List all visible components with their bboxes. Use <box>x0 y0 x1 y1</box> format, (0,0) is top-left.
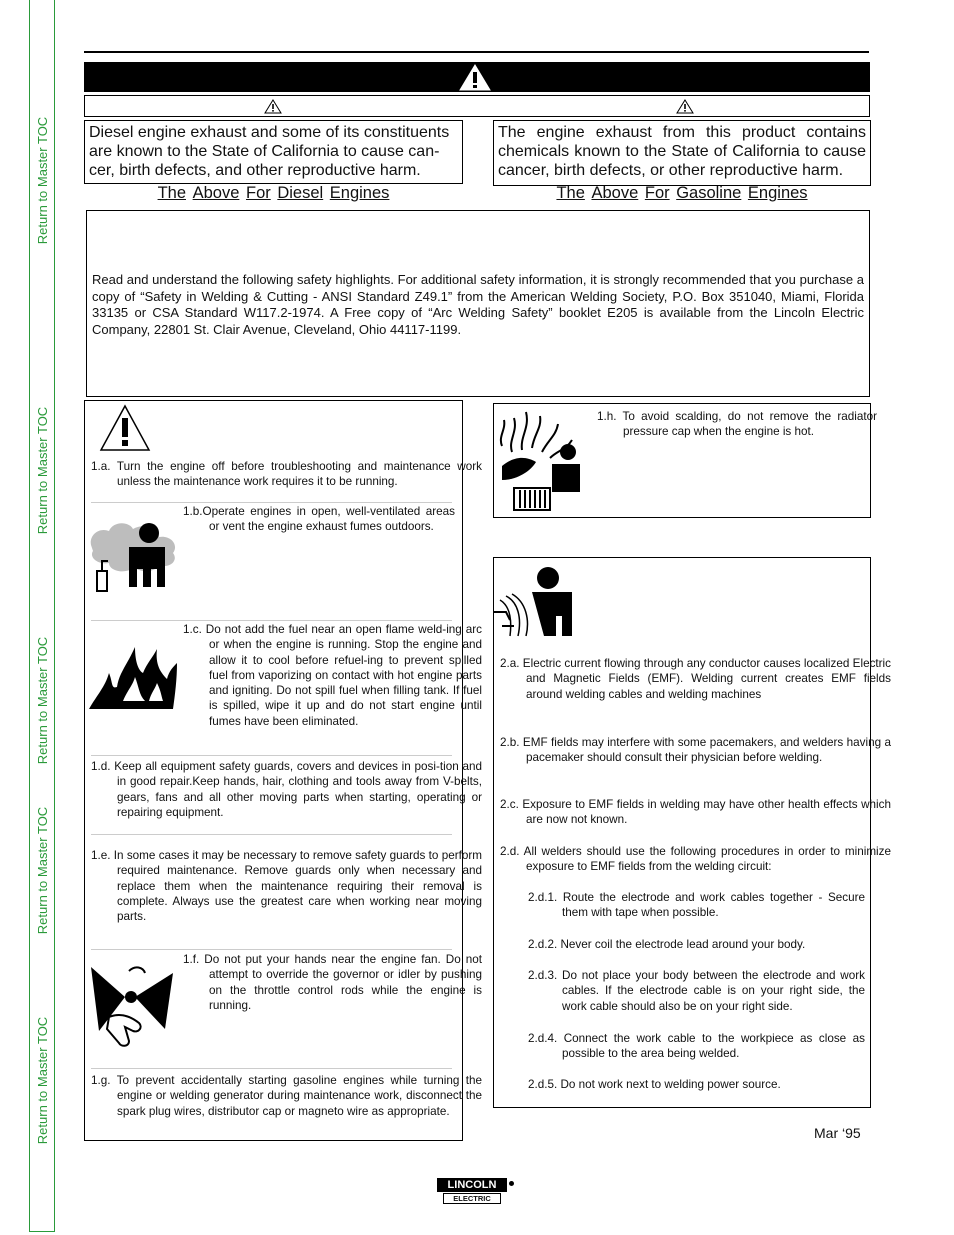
item-2c: 2.c. Exposure to EMF fields in welding may have other health effects which are now not known. <box>500 798 891 827</box>
item-1c: 1.c. Do not add the fuel near an open flame weld-ing arc or when the engine is running. Stop the engine and allow it to cool before refuel-ing to prevent spilled fuel from vaporizing on contact with hot engine parts and igniting. Do not spill fuel when filling tank. If fuel is spilled, wipe it up and do not start engine until fumes have been eliminated. <box>183 623 482 728</box>
caption-word: Above <box>591 184 639 202</box>
logo-registered-dot <box>509 1181 514 1186</box>
divider <box>91 1068 452 1069</box>
emf-welder-icon <box>492 566 584 640</box>
logo-bottom-text: ELECTRIC <box>443 1193 501 1204</box>
item-1b: 1.b.Operate engines in open, well-ventilated areas or vent the engine exhaust fumes outdoors. <box>183 505 455 534</box>
item-1g: 1.g. To prevent accidentally starting gasoline engines while turning the engine or welding generator during maintenance work, disconnect the spark plug wires, distributor cap or magneto wire as appropriate. <box>91 1074 482 1118</box>
flame-icon <box>87 643 181 711</box>
safety-intro-text: Read and understand the following safety highlights. For additional safety information, it is strongly recommended that you purchase a copy of “Safety in Welding & Cutting - ANSI Standard Z49.1” from the American Welding Society, P.O. Box 351040, Miami, Florida 33135 or CSA Standard W117.2-1974. A Free copy of “Arc Welding Safety” booklet E205 is available from the Lincoln Electric Company, 22801 St. Clair Avenue, Cleveland, Ohio 44117-1199. <box>92 272 864 337</box>
caption-word: The <box>556 184 585 202</box>
item-1d: 1.d. Keep all equipment safety guards, covers and devices in posi-tion and in good repair.Keep hands, hair, clothing and tools away from V-belts, gears, fans and all other moving parts when starting, operating or repairing equipment. <box>91 760 482 819</box>
item-2a: 2.a. Electric current flowing through any conductor causes localized Electric and Magnetic Fields (EMF). Welding current creates EMF fields around welding cables and welding machines <box>500 657 891 701</box>
item-1f: 1.f. Do not put your hands near the engine fan. Do not attempt to override the governor or idler by pushing on the throttle control rods while the engine is running. <box>183 953 482 1012</box>
item-2d3: 2.d.3. Do not place your body between the electrode and work cables. If the electrode cable is on your right side, the work cable should also be on your right side. <box>528 969 865 1013</box>
item-1a: 1.a. Turn the engine off before troubleshooting and maintenance work unless the maintenance work requires it to be running. <box>91 460 482 489</box>
hot-radiator-steam-icon <box>496 406 588 514</box>
top-rule <box>84 51 869 53</box>
item-2d4: 2.d.4. Connect the work cable to the workpiece as close as possible to the area being welded. <box>528 1032 865 1061</box>
toc-sidebar <box>29 0 55 1232</box>
diesel-warning-text: Diesel engine exhaust and some of its constituents are known to the State of California to cause can-cer, birth defects, and other reproductive harm. <box>89 124 450 179</box>
caption-word: Engines <box>747 184 808 202</box>
exhaust-fumes-icon <box>89 515 181 597</box>
item-2d1: 2.d.1. Route the electrode and work cables together - Secure them with tape when possible. <box>528 891 865 920</box>
return-to-master-toc-link-4[interactable]: Return to Master TOC <box>35 806 51 934</box>
gasoline-warning-text: The engine exhaust from this product contains chemicals known to the State of California to cause cancer, birth defects, or other reproductive harm. <box>498 124 866 179</box>
item-2d2: 2.d.2. Never coil the electrode lead around your body. <box>528 938 806 951</box>
divider <box>91 620 452 621</box>
return-to-master-toc-link-3[interactable]: Return to Master TOC <box>35 636 51 764</box>
caption-word: For <box>245 184 271 202</box>
gasoline-warning-box <box>493 120 871 186</box>
caption-word: For <box>644 184 670 202</box>
item-2b: 2.b. EMF fields may interfere with some pacemakers, and welders having a pacemaker should consult their physician before welding. <box>500 736 891 765</box>
caption-word: Gasoline <box>676 184 742 202</box>
radiator-safety-box <box>493 403 877 518</box>
warning-triangle-icon <box>459 64 491 91</box>
divider <box>91 834 452 835</box>
item-1e: 1.e. In some cases it may be necessary to remove safety guards to perform required maintenance. Remove guards only when necessary and replace them when the maintenance requiring their removal is complete. Always use the greatest care when working near moving parts. <box>91 849 482 924</box>
item-2d: 2.d. All welders should use the following procedures in order to minimize exposure to EMF fields from the welding circuit: <box>500 845 891 874</box>
item-1h: 1.h. To avoid scalding, do not remove the radiator pressure cap when the engine is hot. <box>597 410 877 439</box>
caption-word: Engines <box>329 184 390 202</box>
divider <box>91 502 452 503</box>
return-to-master-toc-link-5[interactable]: Return to Master TOC <box>35 1016 51 1144</box>
emf-safety-column <box>493 557 891 1108</box>
item-2d5: 2.d.5. Do not work next to welding power source. <box>528 1078 781 1091</box>
diesel-warning-box <box>84 120 463 184</box>
return-to-master-toc-link-1[interactable]: Return to Master TOC <box>35 116 51 244</box>
warning-triangle-icon <box>264 99 282 114</box>
engine-safety-column <box>84 400 482 1141</box>
caption-word: Above <box>192 184 240 202</box>
lincoln-electric-logo <box>437 1178 515 1206</box>
warning-header-bar <box>84 62 870 92</box>
california-warning-bar <box>84 95 870 117</box>
divider <box>91 949 452 950</box>
return-to-master-toc-link-2[interactable]: Return to Master TOC <box>35 406 51 534</box>
caption-word: The <box>157 184 186 202</box>
warning-triangle-icon <box>99 404 151 452</box>
logo-top-text: LINCOLN <box>437 1178 507 1192</box>
revision-date: Mar ‘95 <box>814 1125 861 1141</box>
hand-near-fan-icon <box>89 957 175 1049</box>
diesel-caption <box>84 184 463 203</box>
caption-word: Diesel <box>277 184 324 202</box>
gasoline-caption <box>493 184 871 203</box>
safety-intro-box <box>86 210 870 397</box>
warning-triangle-icon <box>676 99 694 114</box>
divider <box>91 755 452 756</box>
